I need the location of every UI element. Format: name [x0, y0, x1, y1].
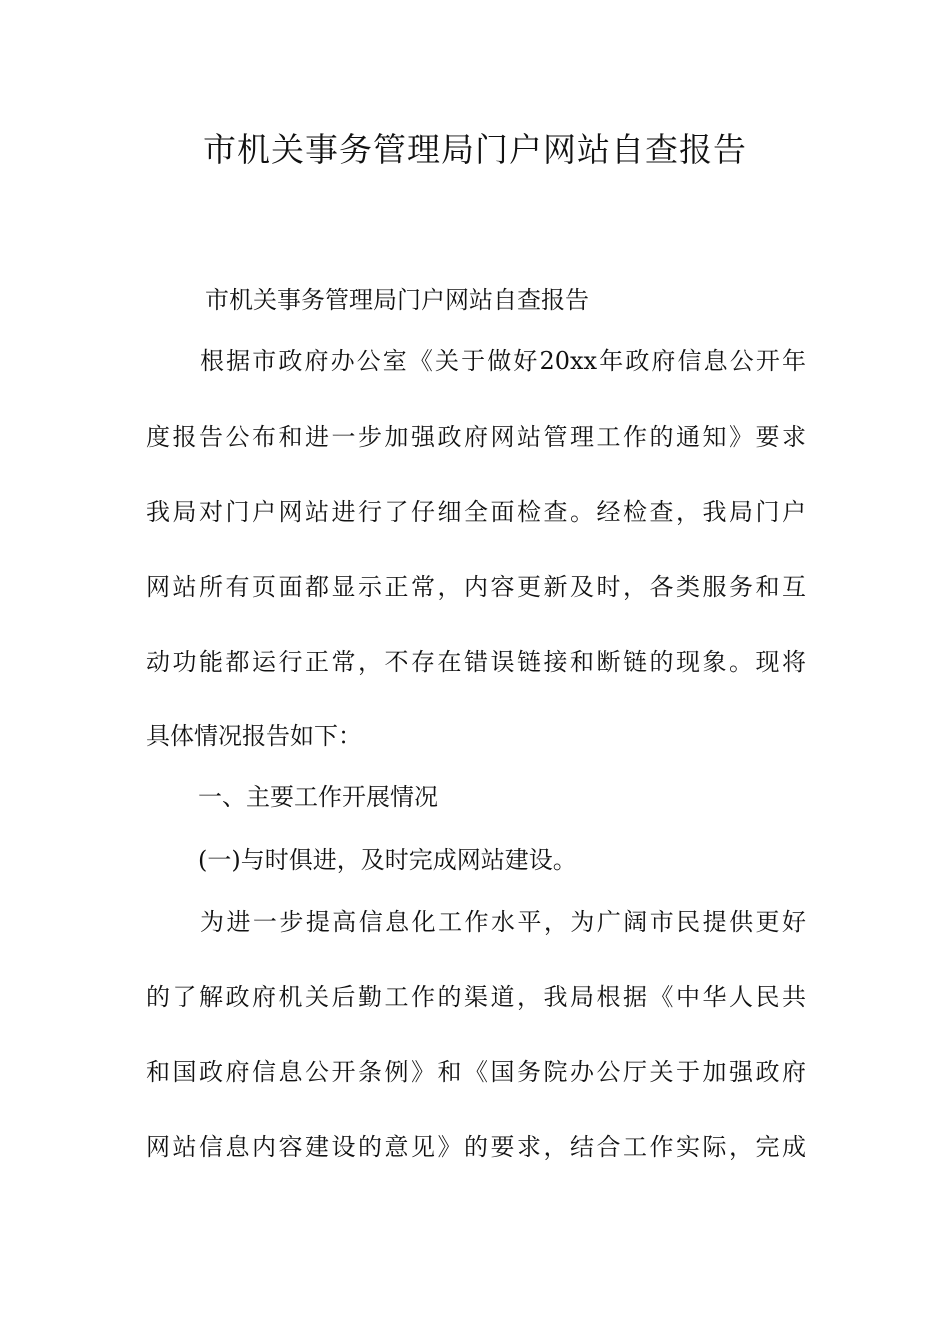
- subsection-heading: (一)与时俱进，及时完成网站建设。: [198, 846, 577, 874]
- paragraph-line: 度报告公布和进一步加强政府网站管理工作的通知》要求: [146, 423, 806, 451]
- document-title: 市机关事务管理局门户网站自查报告: [203, 130, 747, 169]
- paragraph-line: 的了解政府机关后勤工作的渠道，我局根据《中华人民共: [146, 983, 806, 1011]
- paragraph-line: 网站信息内容建设的意见》的要求，结合工作实际，完成: [146, 1133, 806, 1161]
- paragraph-line: 动功能都运行正常，不存在错误链接和断链的现象。现将: [146, 648, 806, 676]
- paragraph-line: 我局对门户网站进行了仔细全面检查。经检查，我局门户: [146, 498, 806, 526]
- paragraph-line: 根据市政府办公室《关于做好20xx年政府信息公开年: [200, 347, 806, 375]
- paragraph-line: 网站所有页面都显示正常，内容更新及时，各类服务和互: [146, 573, 806, 601]
- paragraph-line: 具体情况报告如下：: [146, 722, 362, 750]
- subtitle-line: 市机关事务管理局门户网站自查报告: [205, 286, 589, 314]
- paragraph-line: 和国政府信息公开条例》和《国务院办公厅关于加强政府: [146, 1058, 806, 1086]
- section-heading: 一、主要工作开展情况: [198, 783, 438, 811]
- paragraph-line: 为进一步提高信息化工作水平，为广阔市民提供更好: [200, 908, 806, 936]
